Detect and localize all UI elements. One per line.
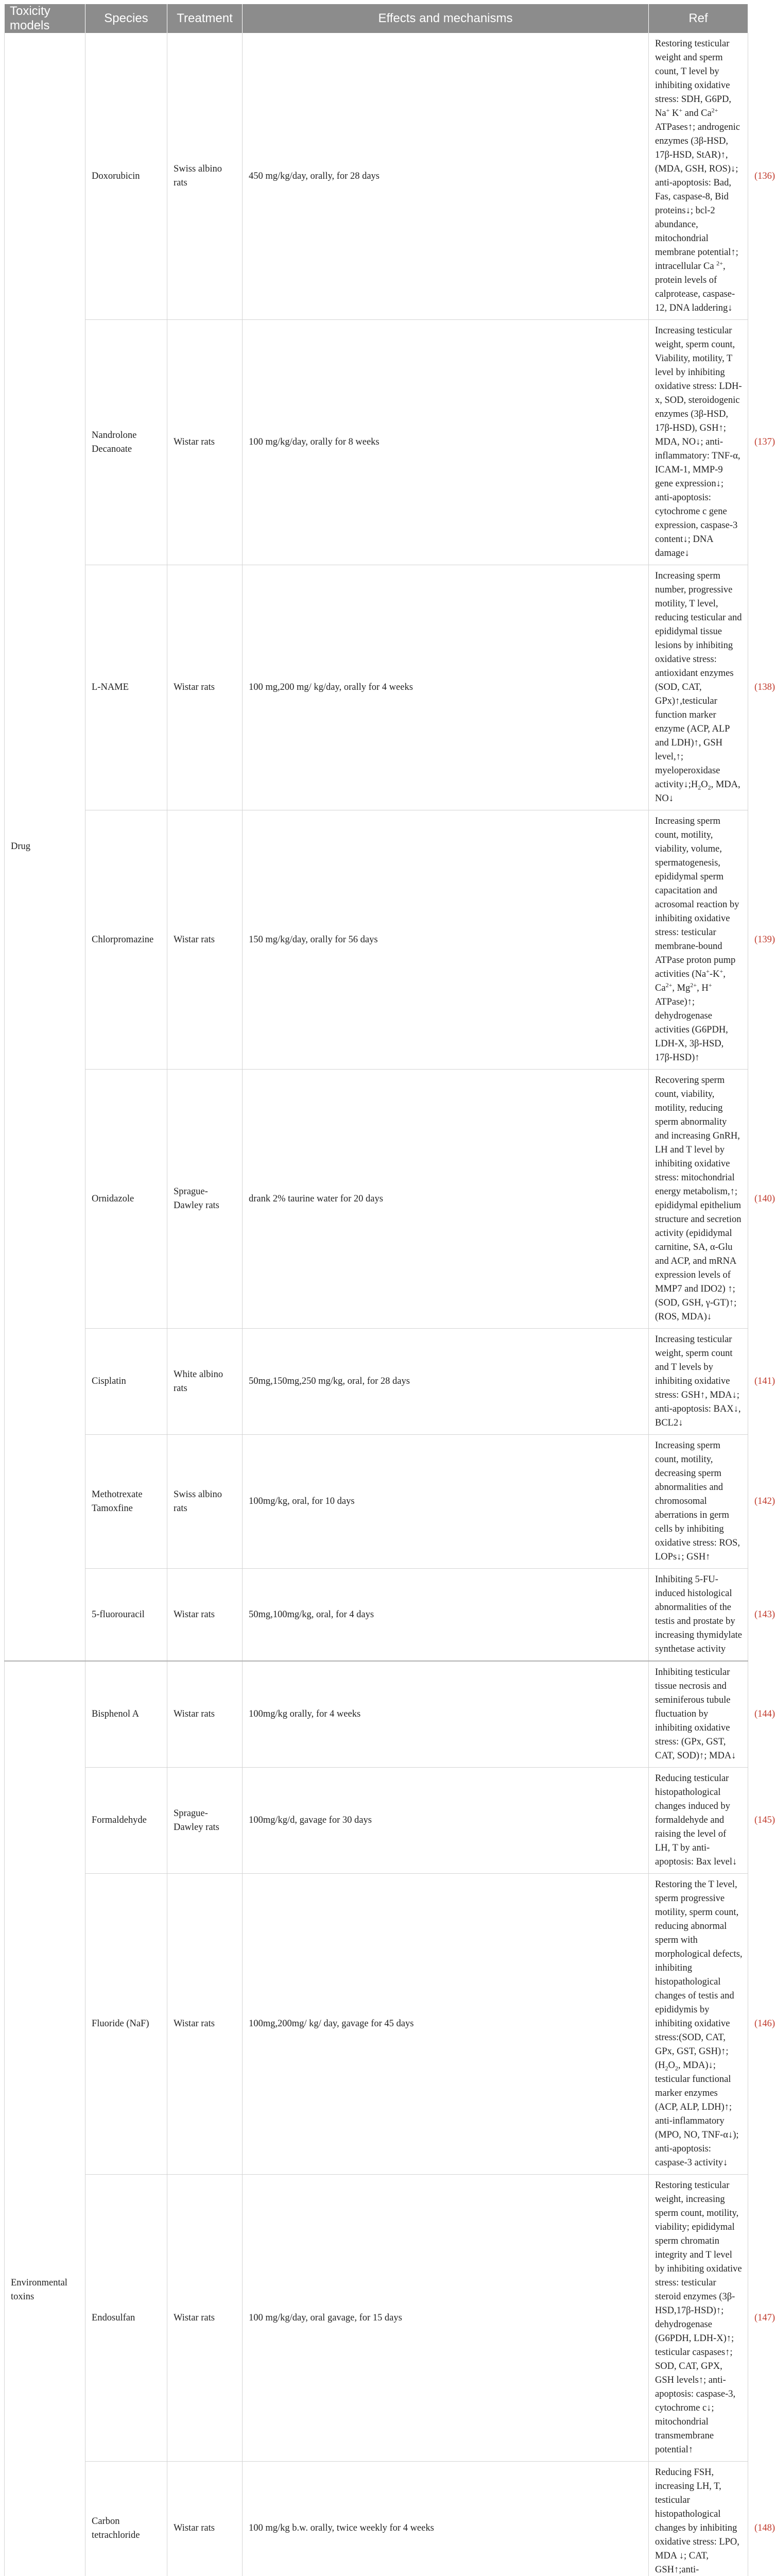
model-cell: Doxorubicin (85, 33, 167, 320)
treatment-cell: 150 mg/kg/day, orally for 56 days (243, 810, 649, 1070)
species-cell: Wistar rats (167, 1661, 243, 1768)
table-row: Fluoride (NaF) Wistar rats 100mg,200mg/ kg/ day, gavage for 45 days Restoring the T level, sperm progressive motility, sperm count, reducing abnormal sperm with morphological defects, inhibiting histopathological changes of testis and epididymis by inhibiting oxidative stress:(SOD, CAT, GPx, GST, GSH)↑; ($H_2O_2$, MDA)↓; testicular functional marker enzymes (ACP, ALP, LDH)↑; anti-inflammatory (MPO, NO, TNF-α↓); anti-apoptosis: caspase-3 activity↓ (146) (5, 1874, 748, 2175)
model-cell: Methotrexate Tamoxfine (85, 1435, 167, 1569)
species-cell: Wistar rats (167, 2462, 243, 2576)
model-cell: Carbon tetrachloride (85, 2462, 167, 2576)
table-row: Endosulfan Wistar rats 100 mg/kg/day, oral gavage, for 15 days Restoring testicular weight, increasing sperm count, motility, viability; epididymal sperm chromatin integrity and T level by inhibiting oxidative stress: testicular steroid enzymes (3β-HSD,17β-HSD)↑; dehydrogenase (G6PDH, LDH-X)↑; testicular caspases↑; SOD, CAT, GPX, GSH levels↑; anti-apoptosis: caspase-3, cytochrome c↓; mitochondrial transmembrane potential↑ (147) (5, 2175, 748, 2462)
species-cell: White albino rats (167, 1329, 243, 1435)
treatment-cell: drank 2% taurine water for 20 days (243, 1070, 649, 1329)
model-cell: 5-fluorouracil (85, 1569, 167, 1662)
model-cell: Formaldehyde (85, 1768, 167, 1874)
table-row: Carbon tetrachloride Wistar rats 100 mg/kg b.w. orally, twice weekly for 4 weeks Reducing FSH, increasing LH, T, testicular histopathological changes by inhibiting oxidative stress: LPO, MDA ↓; CAT, GSH↑;anti- (148) (5, 2462, 748, 2576)
model-cell: Chlorpromazine (85, 810, 167, 1070)
treatment-cell: 450 mg/kg/day, orally, for 28 days (243, 33, 649, 320)
species-cell: Swiss albino rats (167, 1435, 243, 1569)
header-toxicity-models: Toxicity models (5, 4, 85, 33)
model-cell: Ornidazole (85, 1070, 167, 1329)
treatment-cell: 100 mg/kg/day, oral gavage, for 15 days (243, 2175, 649, 2462)
species-cell: Swiss albino rats (167, 33, 243, 320)
treatment-cell: 50mg,100mg/kg, oral, for 4 days (243, 1569, 649, 1662)
model-cell: Fluoride (NaF) (85, 1874, 167, 2175)
model-cell: Bisphenol A (85, 1661, 167, 1768)
effects-cell: Restoring testicular weight, increasing sperm count, motility, viability; epididymal sperm chromatin integrity and T level by inhibiting oxidative stress: testicular steroid enzymes (3β-HSD,17β-HSD)↑; dehydrogenase (G6PDH, LDH-X)↑; testicular caspases↑; SOD, CAT, GPX, GSH levels↑; anti-apoptosis: caspase-3, cytochrome c↓; mitochondrial transmembrane potential↑ (649, 2175, 748, 2462)
model-cell: L-NAME (85, 565, 167, 810)
treatment-cell: 100mg/kg, oral, for 10 days (243, 1435, 649, 1569)
species-cell: Sprague-Dawley rats (167, 1768, 243, 1874)
species-cell: Wistar rats (167, 565, 243, 810)
effects-cell: Reducing FSH, increasing LH, T, testicular histopathological changes by inhibiting oxidative stress: LPO, MDA ↓; CAT, GSH↑;anti- (649, 2462, 748, 2576)
species-cell: Wistar rats (167, 2175, 243, 2462)
treatment-cell: 50mg,150mg,250 mg/kg, oral, for 28 days (243, 1329, 649, 1435)
table-row: Nandrolone Decanoate Wistar rats 100 mg/kg/day, orally for 8 weeks Increasing testicular weight, sperm count, Viability, motility, T level by inhibiting oxidative stress: LDH-x, SOD, steroidogenic enzymes (3β-HSD, 17β-HSD), GSH↑; MDA, NO↓; anti-inflammatory: TNF-α, ICAM-1, MMP-9 gene expression↓; anti-apoptosis: cytochrome c gene expression, caspase-3 content↓; DNA damage↓ (137) (5, 320, 748, 565)
table-row: Formaldehyde Sprague-Dawley rats 100mg/kg/d, gavage for 30 days Reducing testicular histopathological changes induced by formaldehyde and raising the level of LH, T by anti-apoptosis: Bax level↓ (145) (5, 1768, 748, 1874)
header-species: Species (85, 4, 167, 33)
effects-cell: Reducing testicular histopathological changes induced by formaldehyde and raising the level of LH, T by anti-apoptosis: Bax level↓ (649, 1768, 748, 1874)
category-cell: Drug (5, 33, 85, 1661)
effects-cell: Recovering sperm count, viability, motility, reducing sperm abnormality and increasing GnRH, LH and T level by inhibiting oxidative stress: mitochondrial energy metabolism,↑; epididymal epithelium structure and secretion activity (epididymal carnitine, SA, α-Glu and ACP, and mRNA expression levels of MMP7 and IDO2) ↑; (SOD, GSH, γ-GT)↑;(ROS, MDA)↓ (649, 1070, 748, 1329)
treatment-cell: 100 mg/kg/day, orally for 8 weeks (243, 320, 649, 565)
table-row: Chlorpromazine Wistar rats 150 mg/kg/day, orally for 56 days Increasing sperm count, motility, viability, volume, spermatogenesis, epididymal sperm capacitation and acrosomal reaction by inhibiting oxidative stress: testicular membrane-bound ATPase proton pump activities (Na+-K+, $Ca^{2+}$, $Mg^{2+}$, H+ ATPase)↑; dehydrogenase activities (G6PDH, LDH-X, 3β-HSD, 17β-HSD)↑ (139) (5, 810, 748, 1070)
table-row: L-NAME Wistar rats 100 mg,200 mg/ kg/day, orally for 4 weeks Increasing sperm number, progressive motility, T level, reducing testicular and epididymal tissue lesions by inhibiting oxidative stress: antioxidant enzymes (SOD, CAT, GPx)↑,testicular function marker enzyme (ACP, ALP and LDH)↑, GSH level,↑; myeloperoxidase $activity↓;H_2O_2$, MDA, NO↓ (138) (5, 565, 748, 810)
model-cell: Cisplatin (85, 1329, 167, 1435)
table-row: Ornidazole Sprague-Dawley rats drank 2% taurine water for 20 days Recovering sperm count, viability, motility, reducing sperm abnormality and increasing GnRH, LH and T level by inhibiting oxidative stress: mitochondrial energy metabolism,↑; epididymal epithelium structure and secretion activity (epididymal carnitine, SA, α-Glu and ACP, and mRNA expression levels of MMP7 and IDO2) ↑; (SOD, GSH, γ-GT)↑;(ROS, MDA)↓ (140) (5, 1070, 748, 1329)
table-row: Cisplatin White albino rats 50mg,150mg,250 mg/kg, oral, for 28 days Increasing testicular weight, sperm count and T levels by inhibiting oxidative stress: GSH↑, MDA↓; anti-apoptosis: BAX↓, BCL2↓ (141) (5, 1329, 748, 1435)
effects-cell: Increasing sperm count, motility, viability, volume, spermatogenesis, epididymal sperm capacitation and acrosomal reaction by inhibiting oxidative stress: testicular membrane-bound ATPase proton pump activities (Na+-K+, $Ca^{2+}$, $Mg^{2+}$, H+ ATPase)↑; dehydrogenase activities (G6PDH, LDH-X, 3β-HSD, 17β-HSD)↑ (649, 810, 748, 1070)
effects-cell: Restoring the T level, sperm progressive motility, sperm count, reducing abnormal sperm with morphological defects, inhibiting histopathological changes of testis and epididymis by inhibiting oxidative stress:(SOD, CAT, GPx, GST, GSH)↑; ($H_2O_2$, MDA)↓; testicular functional marker enzymes (ACP, ALP, LDH)↑; anti-inflammatory (MPO, NO, TNF-α↓); anti-apoptosis: caspase-3 activity↓ (649, 1874, 748, 2175)
effects-cell: Increasing sperm number, progressive motility, T level, reducing testicular and epididymal tissue lesions by inhibiting oxidative stress: antioxidant enzymes (SOD, CAT, GPx)↑,testicular function marker enzyme (ACP, ALP and LDH)↑, GSH level,↑; myeloperoxidase $activity↓;H_2O_2$, MDA, NO↓ (649, 565, 748, 810)
effects-cell: Increasing testicular weight, sperm count and T levels by inhibiting oxidative stress: GSH↑, MDA↓; anti-apoptosis: BAX↓, BCL2↓ (649, 1329, 748, 1435)
table-row: Drug Doxorubicin Swiss albino rats 450 mg/kg/day, orally, for 28 days Restoring testicular weight and sperm count, T level by inhibiting oxidative stress: SDH, G6PD, Na+ K+ and $Ca^{2+}$ ATPases↑; androgenic enzymes (3β-HSD, 17β-HSD, StAR)↑, (MDA, GSH, ROS)↓; anti-apoptosis: Bad, Fas, caspase-8, Bid proteins↓; bcl-2 abundance, mitochondrial membrane potential↑; intracellular Ca $^{2+}$, protein levels of calprotease, caspase-12, DNA laddering↓ (136) (5, 33, 748, 320)
treatment-cell: 100 mg/kg b.w. orally, twice weekly for 4 weeks (243, 2462, 649, 2576)
model-cell: Nandrolone Decanoate (85, 320, 167, 565)
table-row: 5-fluorouracil Wistar rats 50mg,100mg/kg, oral, for 4 days Inhibiting 5-FU-induced histological abnormalities of the testis and prostate by increasing thymidylate synthetase activity (143) (5, 1569, 748, 1662)
category-cell: Environmental toxins (5, 1661, 85, 2576)
treatment-cell: 100mg/kg orally, for 4 weeks (243, 1661, 649, 1768)
effects-cell: Inhibiting 5-FU-induced histological abnormalities of the testis and prostate by increasing thymidylate synthetase activity (649, 1569, 748, 1662)
toxicity-table-container (4, 4, 748, 2576)
treatment-cell: 100 mg,200 mg/ kg/day, orally for 4 weeks (243, 565, 649, 810)
header-effects: Effects and mechanisms (243, 4, 649, 33)
table-row: Environmental toxins Bisphenol A Wistar rats 100mg/kg orally, for 4 weeks Inhibiting testicular tissue necrosis and seminiferous tubule fluctuation by inhibiting oxidative stress: (GPx, GST, CAT, SOD)↑; MDA↓ (144) (5, 1661, 748, 1768)
species-cell: Wistar rats (167, 320, 243, 565)
species-cell: Wistar rats (167, 1569, 243, 1662)
table-body (5, 33, 748, 2576)
treatment-cell: 100mg/kg/d, gavage for 30 days (243, 1768, 649, 1874)
effects-cell: Inhibiting testicular tissue necrosis and seminiferous tubule fluctuation by inhibiting oxidative stress: (GPx, GST, CAT, SOD)↑; MDA↓ (649, 1661, 748, 1768)
species-cell: Wistar rats (167, 1874, 243, 2175)
toxicity-models-table (4, 4, 748, 2576)
header-treatment: Treatment (167, 4, 243, 33)
species-cell: Wistar rats (167, 810, 243, 1070)
model-cell: Endosulfan (85, 2175, 167, 2462)
effects-cell: Increasing testicular weight, sperm count, Viability, motility, T level by inhibiting oxidative stress: LDH-x, SOD, steroidogenic enzymes (3β-HSD, 17β-HSD), GSH↑; MDA, NO↓; anti-inflammatory: TNF-α, ICAM-1, MMP-9 gene expression↓; anti-apoptosis: cytochrome c gene expression, caspase-3 content↓; DNA damage↓ (649, 320, 748, 565)
species-cell: Sprague-Dawley rats (167, 1070, 243, 1329)
effects-cell: Increasing sperm count, motility, decreasing sperm abnormalities and chromosomal aberrations in germ cells by inhibiting oxidative stress: ROS, LOPs↓; GSH↑ (649, 1435, 748, 1569)
header-row (5, 4, 748, 33)
treatment-cell: 100mg,200mg/ kg/ day, gavage for 45 days (243, 1874, 649, 2175)
table-row: Methotrexate Tamoxfine Swiss albino rats 100mg/kg, oral, for 10 days Increasing sperm count, motility, decreasing sperm abnormalities and chromosomal aberrations in germ cells by inhibiting oxidative stress: ROS, LOPs↓; GSH↑ (142) (5, 1435, 748, 1569)
effects-cell: Restoring testicular weight and sperm count, T level by inhibiting oxidative stress: SDH, G6PD, Na+ K+ and $Ca^{2+}$ ATPases↑; androgenic enzymes (3β-HSD, 17β-HSD, StAR)↑, (MDA, GSH, ROS)↓; anti-apoptosis: Bad, Fas, caspase-8, Bid proteins↓; bcl-2 abundance, mitochondrial membrane potential↑; intracellular Ca $^{2+}$, protein levels of calprotease, caspase-12, DNA laddering↓ (649, 33, 748, 320)
header-ref: Ref (649, 4, 748, 33)
